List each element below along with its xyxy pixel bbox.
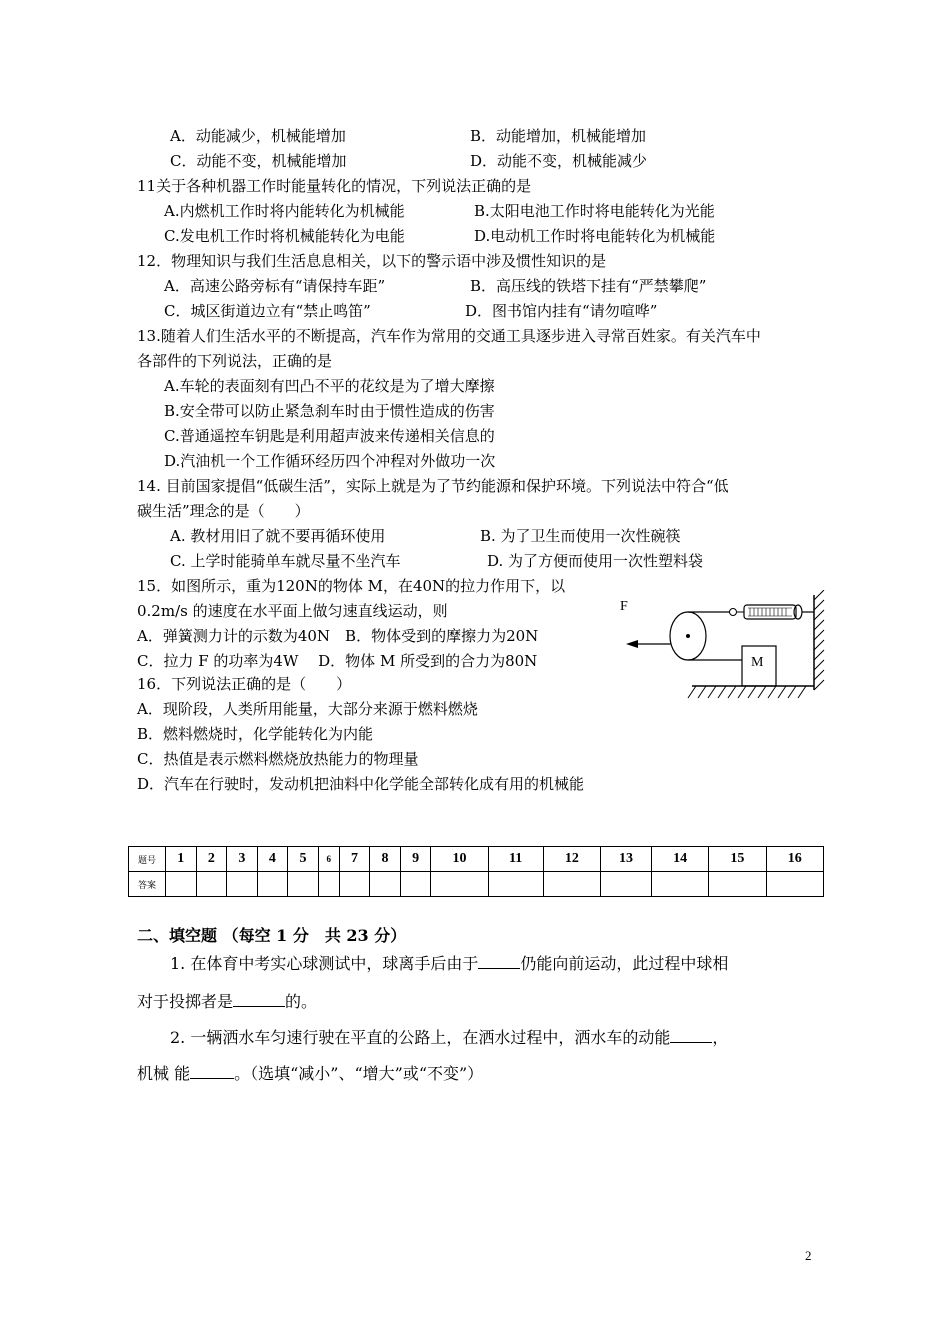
answer-cell[interactable] (227, 872, 258, 897)
q16-option-b: B．燃料燃烧时，化学能转化为内能 (137, 725, 374, 743)
fill-q2-text-a: 2. 一辆洒水车匀速行驶在平直的公路上，在洒水过程中，洒水车的动能 (170, 1028, 671, 1047)
fill-q1-text-c: 对于投掷者是 (137, 992, 234, 1011)
q13-stem-line2: 各部件的下列说法，正确的是 (137, 352, 333, 370)
q12-option-d: D．图书馆内挂有“请勿喧哗” (465, 302, 658, 320)
question-number-cell: 15 (709, 847, 766, 872)
question-number-cell: 5 (288, 847, 319, 872)
question-number-cell: 10 (431, 847, 488, 872)
answer-cell[interactable] (257, 872, 288, 897)
q14-option-a: A. 教材用旧了就不要再循环使用 (170, 527, 386, 545)
q15-stem-line2: 0.2m/s 的速度在水平面上做匀速直线运动，则 (137, 602, 448, 620)
q16-stem: 16．下列说法正确的是（ ） (137, 675, 352, 693)
answer-cell[interactable] (339, 872, 370, 897)
q13-option-c: C.普通遥控车钥匙是利用超声波来传递相关信息的 (164, 427, 495, 445)
question-number-cell: 6 (318, 847, 339, 872)
fill-q1-text-b: 仍能向前运动，此过程中球相 (520, 954, 729, 973)
answer-cell[interactable] (709, 872, 766, 897)
question-number-cell: 11 (488, 847, 543, 872)
q14-option-c: C. 上学时能骑单车就尽量不坐汽车 (170, 552, 401, 570)
page-number: 2 (805, 1248, 812, 1263)
force-arrowhead (626, 640, 638, 648)
fill-blank[interactable] (233, 990, 285, 1007)
q15-stem-line1: 15．如图所示，重为120N的物体 M，在40N的拉力作用下，以 (137, 577, 566, 595)
answer-cell[interactable] (651, 872, 708, 897)
fill-q2-line1 (170, 1026, 728, 1049)
wall (814, 590, 824, 690)
fill-q1-line2 (137, 990, 317, 1013)
question-number-cell: 12 (543, 847, 600, 872)
answer-cell[interactable] (166, 872, 197, 897)
q16-option-a: A．现阶段，人类所用能量，大部分来源于燃料燃烧 (137, 700, 478, 718)
fill-q1-text-a: 1. 在体育中考实心球测试中，球离手后由于 (170, 954, 479, 973)
force-label: F (620, 599, 628, 614)
fill-blank[interactable] (190, 1062, 234, 1079)
answer-cell[interactable] (431, 872, 488, 897)
ground (688, 686, 814, 698)
q11-option-c: C.发电机工作时将机械能转化为电能 (164, 227, 405, 245)
fill-q2-text-c: 机械 能 (137, 1064, 191, 1083)
answer-cell[interactable] (600, 872, 651, 897)
q14-stem-line1: 14. 目前国家提倡“低碳生活”，实际上就是为了节约能源和保护环境。下列说法中符合“低 (137, 477, 729, 495)
answer-cell[interactable] (288, 872, 319, 897)
answer-label: 答案 (129, 872, 166, 897)
q11-option-b: B.太阳电池工作时将电能转化为光能 (474, 202, 715, 220)
q13-option-a: A.车轮的表面刻有凹凸不平的花纹是为了增大摩擦 (164, 377, 495, 395)
answer-cell[interactable] (318, 872, 339, 897)
q11-option-d: D.电动机工作时将电能转化为机械能 (474, 227, 716, 245)
spring-scale (730, 605, 815, 619)
fill-q1-line1 (170, 952, 728, 975)
fill-q2-line2 (137, 1062, 483, 1085)
q11-option-a: A.内燃机工作时将内能转化为机械能 (164, 202, 405, 220)
question-number-cell: 13 (600, 847, 651, 872)
fill-q2-text-b: ， (712, 1028, 729, 1047)
answer-table-answer-row (129, 872, 824, 897)
q14-option-b: B. 为了卫生而使用一次性碗筷 (480, 527, 681, 545)
q14-option-d: D. 为了方便而使用一次性塑料袋 (487, 552, 704, 570)
question-number-cell: 3 (227, 847, 258, 872)
q13-stem-line1: 13.随着人们生活水平的不断提高，汽车作为常用的交通工具逐步进入寻常百姓家。有关汽车中 (137, 327, 761, 345)
answer-cell[interactable] (196, 872, 227, 897)
q13-option-b: B.安全带可以防止紧急刹车时由于惯性造成的伤害 (164, 402, 495, 420)
answer-cell[interactable] (370, 872, 401, 897)
answer-cell[interactable] (766, 872, 823, 897)
q12-option-a: A．高速公路旁标有“请保持车距” (164, 277, 386, 295)
pulley-axle (686, 634, 690, 638)
block-label: M (751, 655, 764, 670)
fill-blank[interactable] (670, 1026, 712, 1043)
section2-title: 二、填空题 （每空 1 分 共 23 分） (137, 926, 407, 945)
question-number-cell: 8 (370, 847, 401, 872)
q13-option-d: D.汽油机一个工作循环经历四个冲程对外做功一次 (164, 452, 496, 470)
question-number-cell: 7 (339, 847, 370, 872)
answer-table (128, 846, 824, 897)
q10-option-b: B．动能增加，机械能增加 (470, 127, 647, 145)
question-number-cell: 14 (651, 847, 708, 872)
fill-q1-text-d: 的。 (285, 992, 318, 1011)
question-number-cell: 1 (166, 847, 197, 872)
fill-blank[interactable] (478, 952, 520, 969)
q15-options-cd: C．拉力 F 的功率为4W D．物体 M 所受到的合力为80N (137, 652, 538, 670)
q10-option-c: C．动能不变，机械能增加 (170, 152, 347, 170)
answer-cell[interactable] (400, 872, 431, 897)
q12-option-c: C．城区街道边立有“禁止鸣笛” (164, 302, 371, 320)
answer-cell[interactable] (488, 872, 543, 897)
q14-stem-line2: 碳生活”理念的是（ ） (137, 502, 310, 520)
q12-option-b: B．高压线的铁塔下挂有“严禁攀爬” (470, 277, 707, 295)
q15-options-ab: A．弹簧测力计的示数为40N B．物体受到的摩擦力为20N (137, 627, 539, 645)
q16-option-c: C．热值是表示燃料燃烧放热能力的物理量 (137, 750, 419, 768)
answer-table-header-row (129, 847, 824, 872)
question-number-cell: 4 (257, 847, 288, 872)
q12-stem: 12．物理知识与我们生活息息相关，以下的警示语中涉及惯性知识的是 (137, 252, 607, 270)
answer-cell[interactable] (543, 872, 600, 897)
q16-option-d: D．汽车在行驶时，发动机把油料中化学能全部转化成有用的机械能 (137, 775, 585, 793)
question-number-label: 题号 (129, 847, 166, 872)
fill-q2-text-d: 。（选填“减小”、“增大”或“不变”） (234, 1064, 484, 1083)
q10-option-d: D．动能不变，机械能减少 (470, 152, 648, 170)
question-number-cell: 9 (400, 847, 431, 872)
q11-stem: 11关于各种机器工作时能量转化的情况，下列说法正确的是 (137, 177, 532, 195)
question-number-cell: 16 (766, 847, 823, 872)
pulley-block-figure (610, 590, 835, 715)
q10-option-a: A．动能减少，机械能增加 (170, 127, 346, 145)
question-number-cell: 2 (196, 847, 227, 872)
